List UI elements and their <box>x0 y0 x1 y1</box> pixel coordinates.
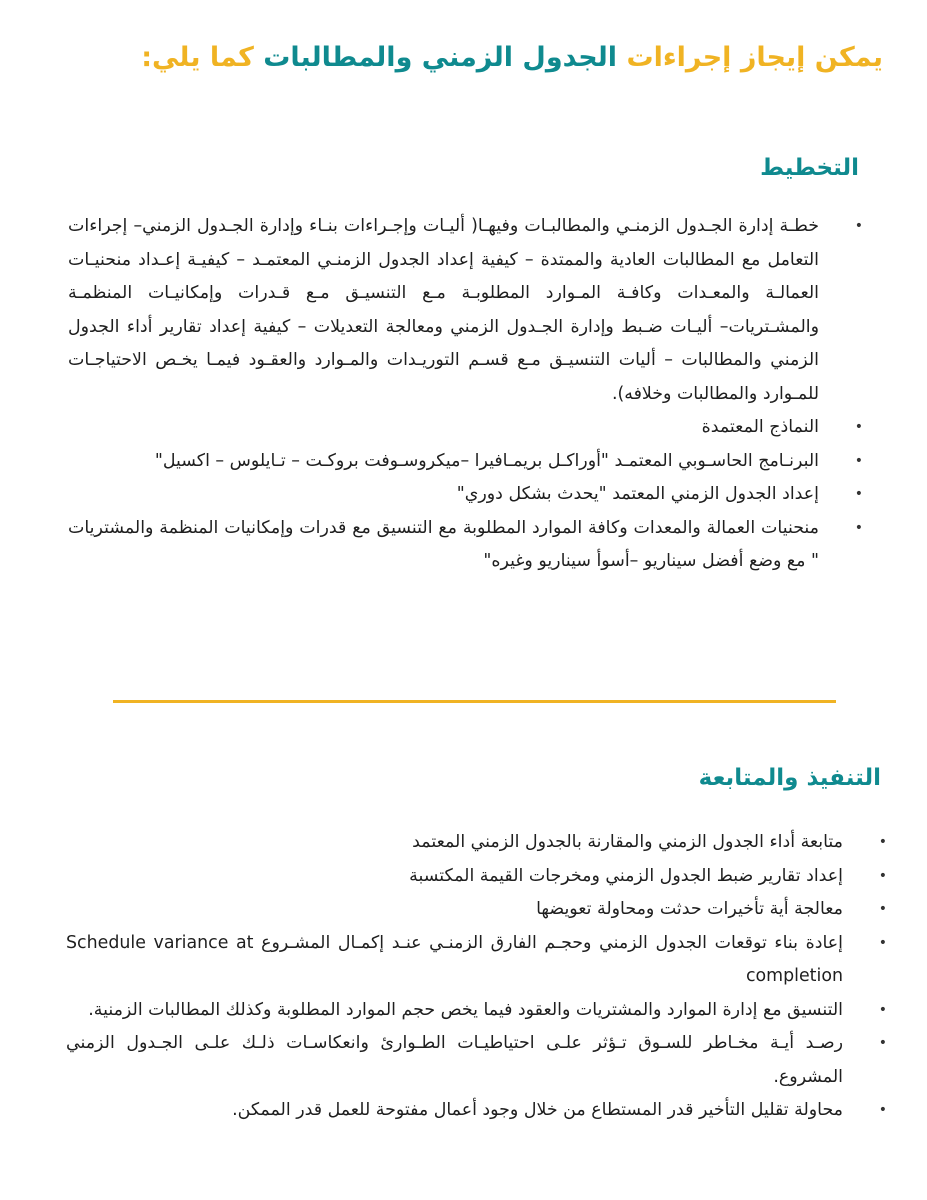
list-item <box>68 512 863 579</box>
execution-heading: التنفيذ والمتابعة <box>698 765 881 791</box>
list-item-text: إعداد تقارير ضبط الجدول الزمني ومخرجات القيمة المكتسبة <box>409 865 843 886</box>
list-item <box>66 826 887 860</box>
list-item-text: خطـة إدارة الجـدول الزمنـي والمطالبـات وفيهـا( أليـات وإجـراءات بنـاء وإدارة الجـدول الزمني– إجراءات التعامل مع المطالبات العادية والممتدة – كيفية إعداد الجدول الزمنـي المعتمـد – كيفيـة إعـداد منحنيـات العمالـة والمعـدات وكافـة المـوارد المطلوبـة مـع التنسيـق مـع قـدرات وإمكانيـات المنظمـة والمشـتريات– أليـات ضـبط وإدارة الجـدول الزمني ومعالجة التعديلات – كيفية إعداد تقارير أداء الجدول الزمني والمطالبات – أليات التنسيـق مـع قسـم التوريـدات والمـوارد والعقـود فيمـا يخـص الاحتياجـات للمـوارد والمطالبات وخلافه). <box>68 216 819 404</box>
list-item-text: البرنـامج الحاسـوبي المعتمـد "أوراكـل بريمـافيرا –ميكروسـوفت بروكـت – تـايلوس – اكسيل" <box>154 450 819 471</box>
list-item-text: منحنيات العمالة والمعدات وكافة الموارد المطلوبة مع التنسيق مع قدرات وإمكانيات المنظمة والمشتريات " مع وضع أفضل سيناريو –أسوأ سيناريو وغيره" <box>68 517 819 571</box>
section-divider <box>113 700 836 703</box>
list-item-text: متابعة أداء الجدول الزمني والمقارنة بالجدول الزمني المعتمد <box>412 832 843 852</box>
list-item <box>68 445 863 479</box>
list-item <box>68 478 863 512</box>
bullet-icon: • <box>854 419 863 435</box>
list-item <box>68 210 863 411</box>
list-item-text: محاولة تقليل التأخير قدر المستطاع من خلال وجود أعمال مفتوحة للعمل قدر الممكن. <box>232 1100 843 1120</box>
list-item <box>68 411 863 445</box>
list-item-text: إعادة بناء توقعات الجدول الزمني وحجـم الفارق الزمنـي عنـد إكمـال المشـروع <box>253 932 843 953</box>
list-item <box>66 893 887 927</box>
english-term: Schedule variance at completion <box>66 932 843 986</box>
list-item <box>66 927 887 994</box>
list-item <box>66 860 887 894</box>
bullet-icon: • <box>878 1001 887 1018</box>
bullet-icon: • <box>878 867 887 884</box>
title-part-3: كما يلي: <box>141 42 264 73</box>
list-item <box>66 1094 887 1128</box>
title-part-2: الجدول الزمني والمطالبات <box>263 42 618 73</box>
execution-list <box>66 826 887 1128</box>
list-item-text: النماذج المعتمدة <box>701 417 819 437</box>
bullet-icon: • <box>878 1102 887 1118</box>
bullet-icon: • <box>878 901 887 917</box>
list-item <box>66 994 887 1028</box>
list-item-text: رصـد أيـة مخـاطر للسـوق تـؤثر علـى احتياطيـات الطـوارئ وانعكاسـات ذلـك علـى الجـدول الزمني المشروع. <box>66 1033 843 1087</box>
list-item-text: معالجة أية تأخيرات حدثت ومحاولة تعويضها <box>536 899 843 919</box>
title-part-1: يمكن إيجاز إجراءات <box>617 42 883 73</box>
bullet-icon: • <box>854 452 863 469</box>
planning-list <box>68 210 863 579</box>
bullet-icon: • <box>878 934 887 951</box>
bullet-icon: • <box>854 218 863 234</box>
list-item-text: التنسيق مع إدارة الموارد والمشتريات والعقود فيما يخص حجم الموارد المطلوبة وكذلك المطالبات الزمنية. <box>88 999 843 1020</box>
bullet-icon: • <box>854 519 863 536</box>
bullet-icon: • <box>854 486 863 502</box>
list-item <box>66 1027 887 1094</box>
planning-heading: التخطيط <box>760 155 859 181</box>
main-title <box>40 36 883 80</box>
list-item-text: إعداد الجدول الزمني المعتمد "يحدث بشكل دوري" <box>456 484 819 504</box>
bullet-icon: • <box>878 1035 887 1051</box>
bullet-icon: • <box>878 834 887 850</box>
